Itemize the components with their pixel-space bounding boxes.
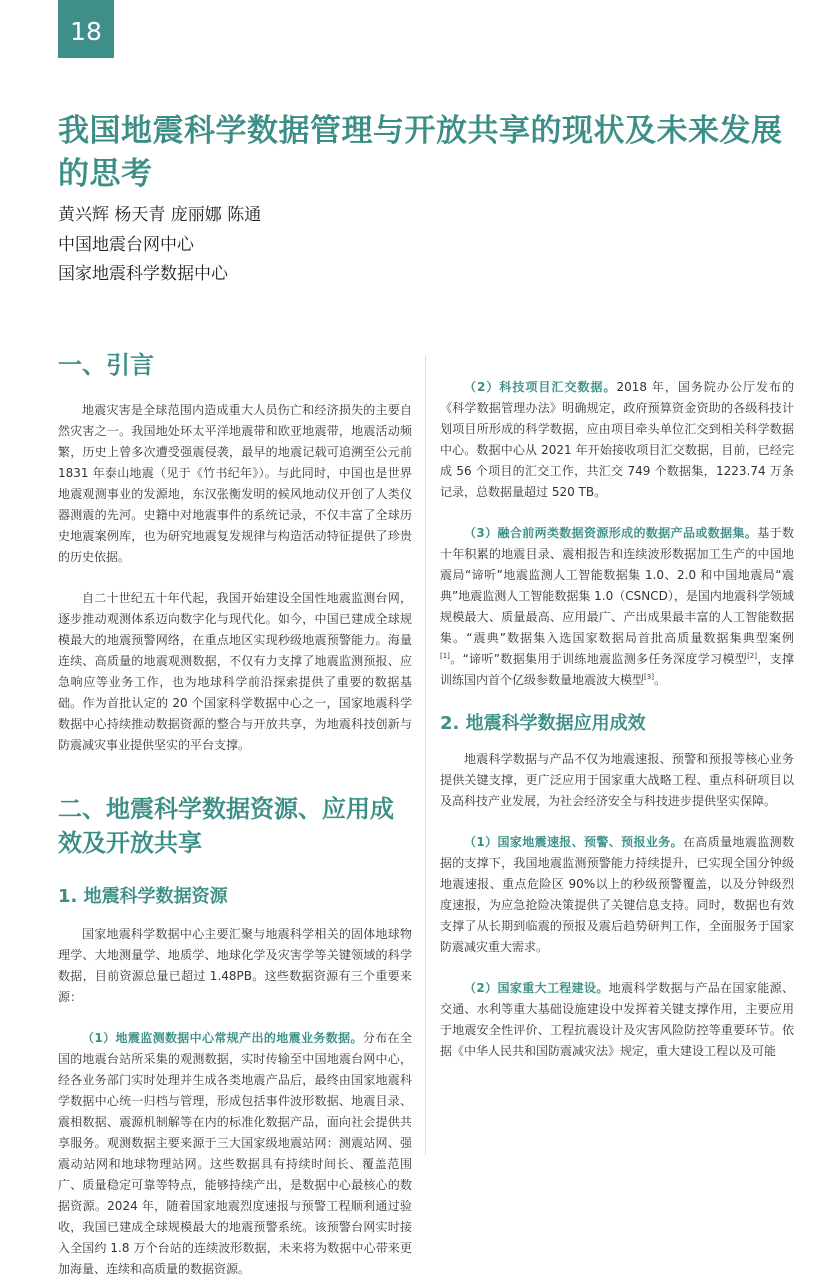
s2-1-item-3-text-b: 。“谛听”数据集用于训练地震监测多任务深度学习模型 <box>449 652 748 666</box>
section-heading-intro: 一、引言 <box>58 351 154 379</box>
intro-paragraph-2: 自二十世纪五十年代起，我国开始建设全国性地震监测台网，逐步推动观测体系迈向数字化与现代化。如今，中国已建成全球规模最大的地震预警网络，在重点地区实现秒级地震预警能力。海量连续、高质量的地震观测数据，不仅有力支撑了地震监测预报、应急响应等业务工作，也为地球科学前沿探索提供了重要的数据基础。作为首批认定的 20 个国家科学数据中心之一，国家地震科学数据中心持续推动数据资源的整合与开放共享，为地震科技创新与防震减灾事业提供坚实的平台支撑。 <box>58 591 412 752</box>
s2-2-item-1-text: 在高质量地震监测数据的支撑下，我国地震监测预警能力持续提升，已实现全国分钟级地震速报、重点危险区 90%以上的秒级预警覆盖，以及分钟级烈度速报，为应急抢险决策提供了关键信息支持。同时，数据也有效支撑了从长期到临震的预报及震后趋势研判工作，全面服务于国家防震减灾重大需求。 <box>440 835 794 954</box>
affiliation-2: 国家地震科学数据中心 <box>58 264 228 284</box>
s2-1-paragraph-1: 国家地震科学数据中心主要汇聚与地震科学相关的固体地球物理学、大地测量学、地质学、地球化学及灾害学等关键领域的科学数据，目前资源总量已超过 1.48PB。这些数据资源有三个重要来源： <box>58 927 412 1004</box>
page-number: 18 <box>58 0 114 58</box>
left-column <box>58 348 412 1280</box>
intro-paragraph-1: 地震灾害是全球范围内造成重大人员伤亡和经济损失的主要自然灾害之一。我国地处环太平洋地震带和欧亚地震带，地震活动频繁，历史上曾多次遭受强震侵袭，最早的地震记载可追溯至公元前 1831 年泰山地震（见于《竹书纪年》）。与此同时，中国也是世界地震观测事业的发源地，东汉张衡发明的候风地动仪开创了人类仪器测震的先河。史籍中对地震事件的系统记录，不仅丰富了全球历史地震案例库，也为研究地震复发规律与构造活动特征提供了珍贵的历史依据。 <box>58 403 412 564</box>
column-divider <box>425 355 426 1155</box>
s2-1-item-3 <box>440 523 794 691</box>
reference-2[interactable]: [2] <box>747 652 757 660</box>
subsection-heading-2-1: 1. 地震科学数据资源 <box>58 886 228 907</box>
s2-1-item-2-lead: （2）科技项目汇交数据。 <box>464 380 617 394</box>
article-title: 我国地震科学数据管理与开放共享的现状及未来发展的思考 <box>58 113 783 192</box>
s2-2-paragraph-1: 地震科学数据与产品不仅为地震速报、预警和预报等核心业务提供关键支撑，更广泛应用于国家重大战略工程、重点科研项目以及高科技产业发展，为社会经济安全与科技进步提供坚实保障。 <box>440 752 794 808</box>
s2-2-item-1-lead: （1）国家地震速报、预警、预报业务。 <box>464 835 684 849</box>
s2-1-item-1-text: 分布在全国的地震台站所采集的观测数据，实时传输至中国地震台网中心，经各业务部门实时处理并生成各类地震产品后，最终由国家地震科学数据中心统一归档与管理，形成包括事件波形数据、地震目录、震相数据、震源机制解等在内的标准化数据产品，面向社会提供共享服务。观测数据主要来源于三大国家级地震站网：测震站网、强震动站网和地球物理站网。这些数据具有持续时间长、覆盖范围广、质量稳定可靠等特点，能够持续产出，是数据中心最核心的数据资源。2024 年，随着国家地震烈度速报与预警工程顺利通过验收，我国已建成全球规模最大的地震预警系统。该预警台网实时接入全国约 1.8 万个台站的连续波形数据，未来将为数据中心带来更加海量、连续和高质量的数据资源。 <box>58 1031 412 1276</box>
s2-1-item-3-text-d: 。 <box>653 673 666 687</box>
section-heading-2: 二、地震科学数据资源、应用成效及开放共享 <box>58 795 394 857</box>
s2-1-item-2 <box>440 377 794 503</box>
s2-1-item-2-text: 2018 年，国务院办公厅发布的《科学数据管理办法》明确规定，政府预算资金资助的各级科技计划项目所形成的科学数据，应由项目牵头单位汇交到相关科学数据中心。数据中心从 2021 年开始接收项目汇交数据，目前，已经完成 56 个项目的汇交工作，共汇交 749 个数据集，1223.74 万条记录，总数据量超过 520 TB。 <box>440 380 794 499</box>
subsection-heading-2-2: 2. 地震科学数据应用成效 <box>440 713 646 734</box>
right-column <box>440 355 794 1062</box>
reference-1[interactable]: [1] <box>440 652 450 660</box>
authors: 黄兴辉 杨天青 庞丽娜 陈通 <box>58 205 262 225</box>
s2-1-item-3-text-a: 基于数十年积累的地震目录、震相报告和连续波形数据加工生产的中国地震局“谛听”地震监测人工智能数据集 1.0、2.0 和中国地震局“震典”地震监测人工智能数据集 1.0（CSNCD），是国内地震科学领域规模最大、质量最高、应用最广、产出成果最丰富的人工智能数据集。“震典”数据集入选国家数据局首批高质量数据集典型案例 <box>440 526 794 645</box>
reference-3[interactable]: [3] <box>644 673 654 681</box>
s2-2-item-2-text: 地震科学数据与产品在国家能源、交通、水利等重大基础设施建设中发挥着关键支撑作用，主要应用于地震安全性评价、工程抗震设计及灾害风险防控等重要环节。依据《中华人民共和国防震减灾法》规定，重大建设工程以及可能 <box>440 981 794 1058</box>
s2-1-item-3-text-c: ，支撑训练国内首个亿级参数量地震波大模型 <box>440 652 794 687</box>
s2-2-item-2 <box>440 978 794 1062</box>
s2-2-item-2-lead: （2）国家重大工程建设。 <box>464 981 609 995</box>
s2-1-item-1-lead: （1）地震监测数据中心常规产出的地震业务数据。 <box>82 1031 363 1045</box>
s2-2-item-1 <box>440 832 794 958</box>
affiliation-1: 中国地震台网中心 <box>58 235 194 255</box>
s2-1-item-1 <box>58 1028 412 1280</box>
s2-1-item-3-lead: （3）融合前两类数据资源形成的数据产品或数据集。 <box>464 526 758 540</box>
